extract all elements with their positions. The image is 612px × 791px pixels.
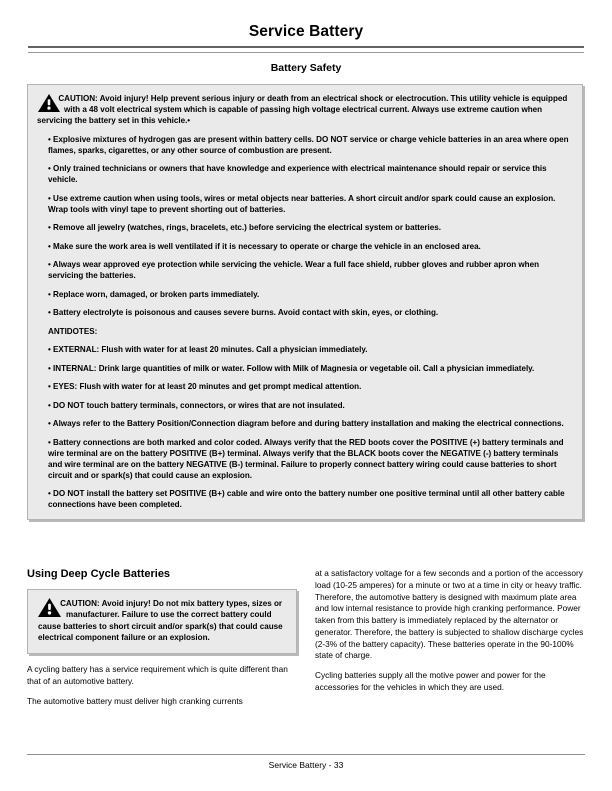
caution-paragraph: • Battery electrolyte is poisonous and causes severe burns. Avoid contact with skin, eyes, or clothing. bbox=[48, 308, 439, 318]
body-paragraph: at a satisfactory voltage for a few seconds and a portion of the accessory load (10-25 amperes) for a minute or two at a time in city or heavy traffic. Therefore, the automotive battery is designed with maximum plate area and low internal resistance to provide high cranking performance. Power taken from this battery is immediately replaced by the alternator or generator. Therefore, the battery is subjected to shallow discharge cycles (2-3% of the battery capacity). These batteries operate in the 90-100% state of charge. bbox=[315, 568, 584, 661]
right-column bbox=[315, 568, 585, 707]
page-header bbox=[0, 0, 612, 74]
deep-cycle-caution-text: CAUTION: Avoid injury! Do not mix battery types, sizes or manufacturer. Failure to use the correct battery could cause batteries to short circuit and/or spark(s) that could cause electrical component failure or an explosion. bbox=[38, 599, 283, 643]
caution-paragraph: • Always refer to the Battery Position/Connection diagram before and during battery installation and making the electrical connections. bbox=[48, 419, 564, 429]
body-paragraph: Cycling batteries supply all the motive power and power for the accessories for the vehicles in which they are used. bbox=[315, 670, 546, 693]
caution-paragraph: • DO NOT install the battery set POSITIVE (B+) cable and wire onto the battery number one positive terminal until all other battery cable connections have been completed. bbox=[48, 489, 565, 510]
body-paragraph: The automotive battery must deliver high cranking currents bbox=[27, 695, 243, 706]
caution-paragraph: • EXTERNAL: Flush with water for at least 20 minutes. Call a physician immediately. bbox=[48, 345, 368, 355]
lower-two-column-area bbox=[27, 568, 585, 707]
caution-paragraph: • Always wear approved eye protection while servicing the vehicle. Wear a full face shield, rubber gloves and rubber apron when servicing the batteries. bbox=[48, 260, 540, 281]
caution-paragraph: • Battery connections are both marked and color coded. Always verify that the RED boots cover the POSITIVE (+) battery terminals and wire terminal are on the battery POSITIVE (B+) terminal. Always verify that the BLACK boots cover the NEGATIVE (-) battery terminals and wire terminal are on the battery NEGATIVE (B-) terminal. Failure to properly connect battery wiring could cause batteries to short circuit and or spark(s) that could cause an explosion. bbox=[48, 437, 564, 480]
page-title: Service Battery bbox=[248, 23, 364, 40]
header-divider bbox=[28, 46, 584, 53]
body-paragraph: A cycling battery has a service requirement which is quite different than that of an automotive battery. bbox=[27, 663, 288, 686]
caution-paragraph: • Only trained technicians or owners that have knowledge and experience with electrical maintenance should repair or service this vehicle. bbox=[48, 164, 547, 185]
caution-paragraph: • Use extreme caution when using tools, wires or metal objects near batteries. A short circuit and/or spark could cause an explosion. Wrap tools with vinyl tape to prevent shorting out of batteries. bbox=[48, 193, 556, 214]
caution-paragraph: • Make sure the work area is well ventilated if it is necessary to operate or charge the vehicle in an enclosed area. bbox=[48, 241, 481, 251]
warning-triangle-icon bbox=[38, 94, 60, 112]
deep-cycle-heading: Using Deep Cycle Batteries bbox=[27, 568, 171, 580]
caution-paragraph: CAUTION: Avoid injury! Help prevent serious injury or death from an electrical shock or electrocution. This utility vehicle is equipped with a 48 volt electrical system which is capable of passing high voltage electrical current. Always use extreme caution when servicing the battery set in this vehicle.• bbox=[37, 94, 568, 126]
caution-paragraph: • Remove all jewelry (watches, rings, bracelets, etc.) before servicing the electrical system or batteries. bbox=[48, 223, 441, 233]
antidotes-label: ANTIDOTES: bbox=[48, 326, 98, 336]
warning-triangle-icon bbox=[38, 598, 61, 617]
caution-paragraph: • DO NOT touch battery terminals, connectors, or wires that are not insulated. bbox=[48, 400, 345, 410]
footer-divider bbox=[27, 754, 585, 755]
caution-body bbox=[37, 93, 573, 510]
footer-page-label: Service Battery - 33 bbox=[268, 760, 344, 770]
caution-paragraph: • Explosive mixtures of hydrogen gas are present within battery cells. DO NOT service or charge vehicle batteries in an area where open flames, sparks, cigarettes, or any other source of combustion are present. bbox=[48, 134, 569, 155]
section-title: Battery Safety bbox=[270, 62, 342, 75]
caution-paragraph: • Replace worn, damaged, or broken parts immediately. bbox=[48, 289, 260, 299]
caution-paragraph: • INTERNAL: Drink large quantities of milk or water. Follow with Milk of Magnesia or vegetable oil. Call a physician immediately. bbox=[48, 363, 535, 373]
caution-paragraph: • EYES: Flush with water for at least 20 minutes and get prompt medical attention. bbox=[48, 382, 362, 392]
deep-cycle-caution-box bbox=[27, 589, 297, 654]
left-column bbox=[27, 568, 297, 707]
battery-safety-caution-box bbox=[27, 84, 583, 520]
